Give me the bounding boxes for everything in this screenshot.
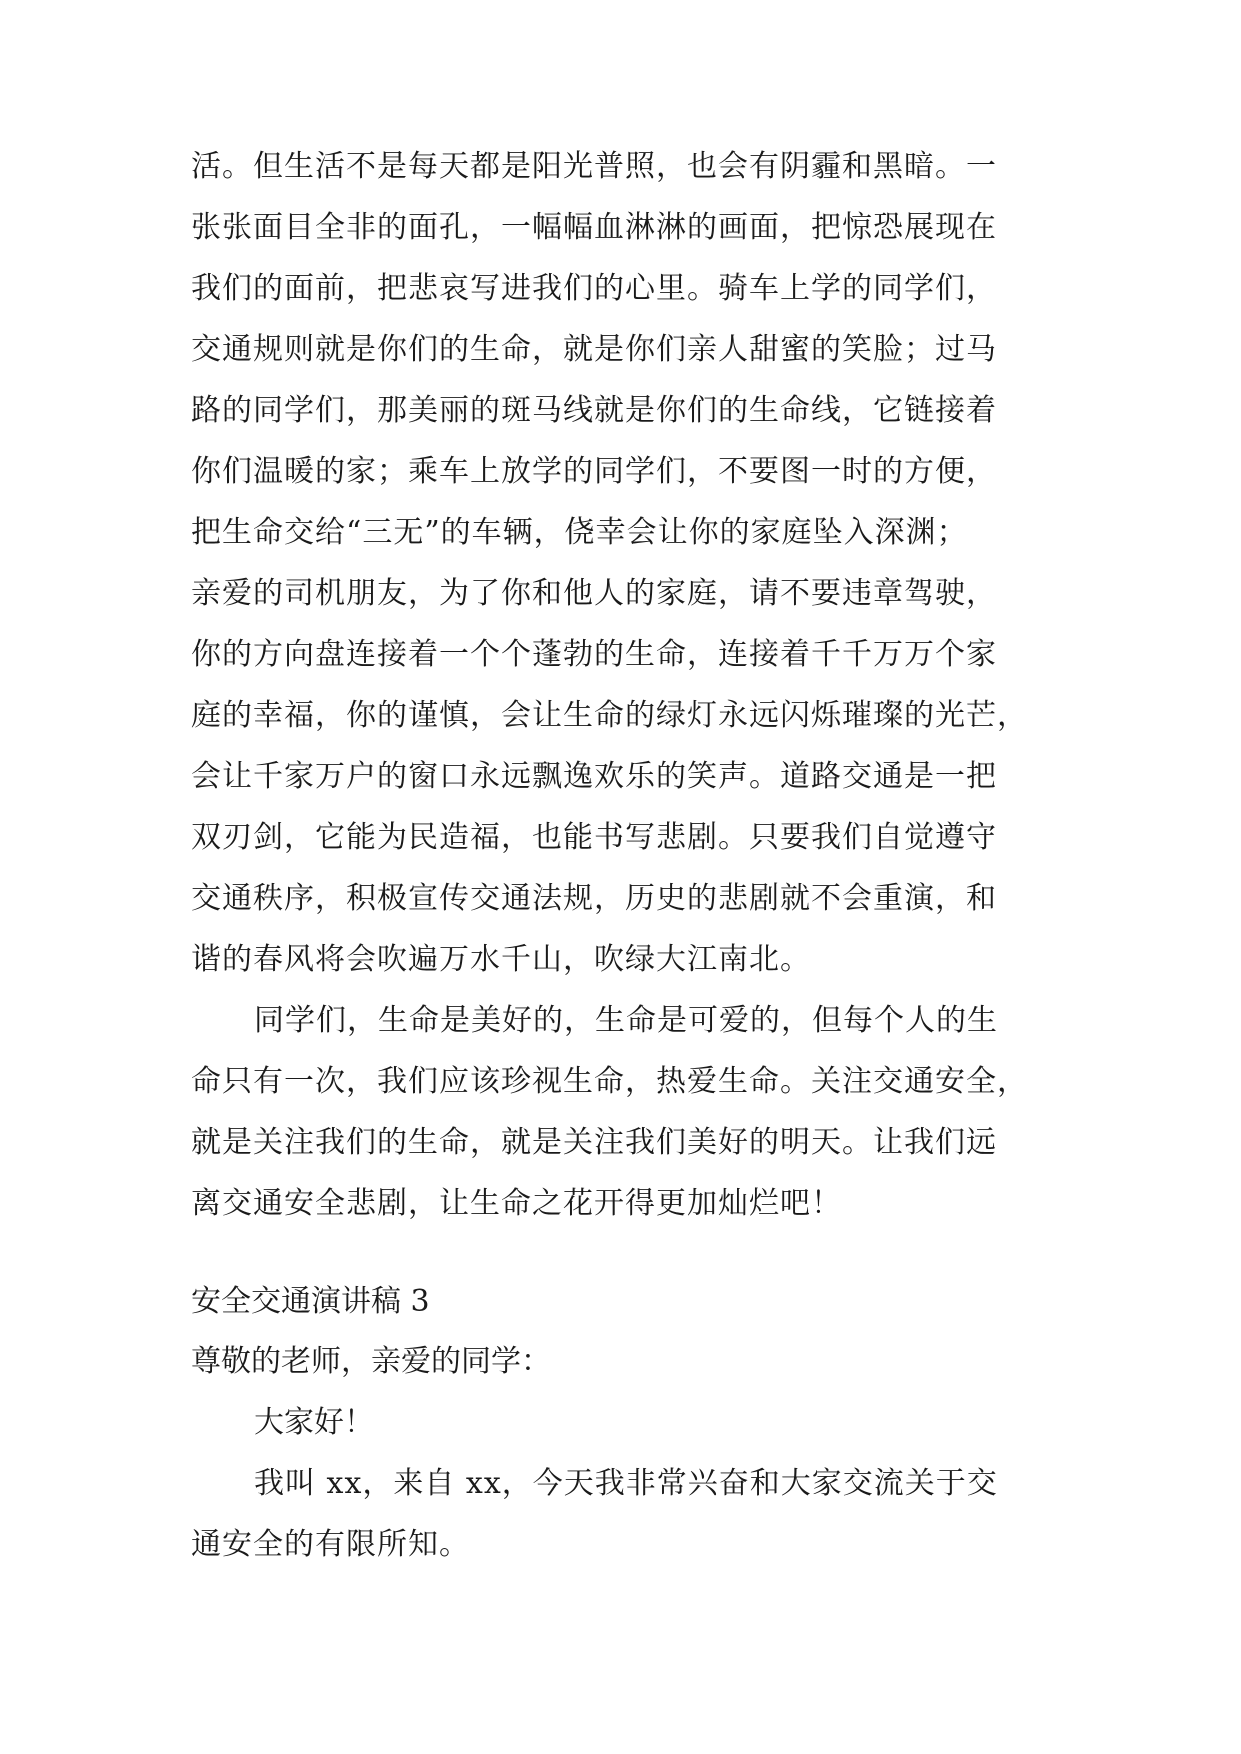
- paragraph-1-line-14: 谐的春风将会吹遍万水千山，吹绿大江南北。: [191, 942, 811, 977]
- paragraph-1-line-6: 你们温暖的家；乘车上放学的同学们，不要图一时的方便，: [191, 454, 997, 489]
- section-title: 安全交通演讲稿 3: [191, 1284, 430, 1319]
- paragraph-1-line-7: 把生命交给“三无”的车辆，侥幸会让你的家庭坠入深渊；: [191, 515, 968, 550]
- paragraph-1-line-11: 会让千家万户的窗口永远飘逸欢乐的笑声。道路交通是一把: [191, 759, 997, 794]
- paragraph-1-line-2: 张张面目全非的面孔，一幅幅血淋淋的画面，把惊恐展现在: [191, 210, 997, 245]
- greeting: 大家好！: [254, 1405, 374, 1440]
- paragraph-2-line-1: 同学们，生命是美好的，生命是可爱的，但每个人的生: [254, 1003, 998, 1038]
- paragraph-3-line-2: 通安全的有限所知。: [191, 1527, 470, 1562]
- paragraph-3-line-1: 我叫 xx，来自 xx，今天我非常兴奋和大家交流关于交: [254, 1466, 998, 1501]
- paragraph-1-line-12: 双刃剑，它能为民造福，也能书写悲剧。只要我们自觉遵守: [191, 820, 997, 855]
- paragraph-1-line-5: 路的同学们，那美丽的斑马线就是你们的生命线，它链接着: [191, 393, 997, 428]
- paragraph-2-line-4: 离交通安全悲剧，让生命之花开得更加灿烂吧！: [191, 1186, 842, 1221]
- salutation: 尊敬的老师，亲爱的同学：: [191, 1344, 551, 1379]
- paragraph-1-line-13: 交通秩序，积极宣传交通法规，历史的悲剧就不会重演，和: [191, 881, 997, 916]
- paragraph-2-line-2: 命只有一次，我们应该珍视生命，热爱生命。关注交通安全，: [191, 1064, 1028, 1099]
- paragraph-1-line-8: 亲爱的司机朋友，为了你和他人的家庭，请不要违章驾驶，: [191, 576, 997, 611]
- paragraph-2-line-3: 就是关注我们的生命，就是关注我们美好的明天。让我们远: [191, 1125, 997, 1160]
- paragraph-1-line-3: 我们的面前，把悲哀写进我们的心里。骑车上学的同学们，: [191, 271, 997, 306]
- paragraph-1-line-1: 活。但生活不是每天都是阳光普照，也会有阴霾和黑暗。一: [191, 149, 997, 184]
- paragraph-1-line-10: 庭的幸福，你的谨慎，会让生命的绿灯永远闪烁璀璨的光芒，: [191, 698, 1028, 733]
- paragraph-1-line-4: 交通规则就是你们的生命，就是你们亲人甜蜜的笑脸；过马: [191, 332, 997, 367]
- paragraph-1-line-9: 你的方向盘连接着一个个蓬勃的生命，连接着千千万万个家: [191, 637, 997, 672]
